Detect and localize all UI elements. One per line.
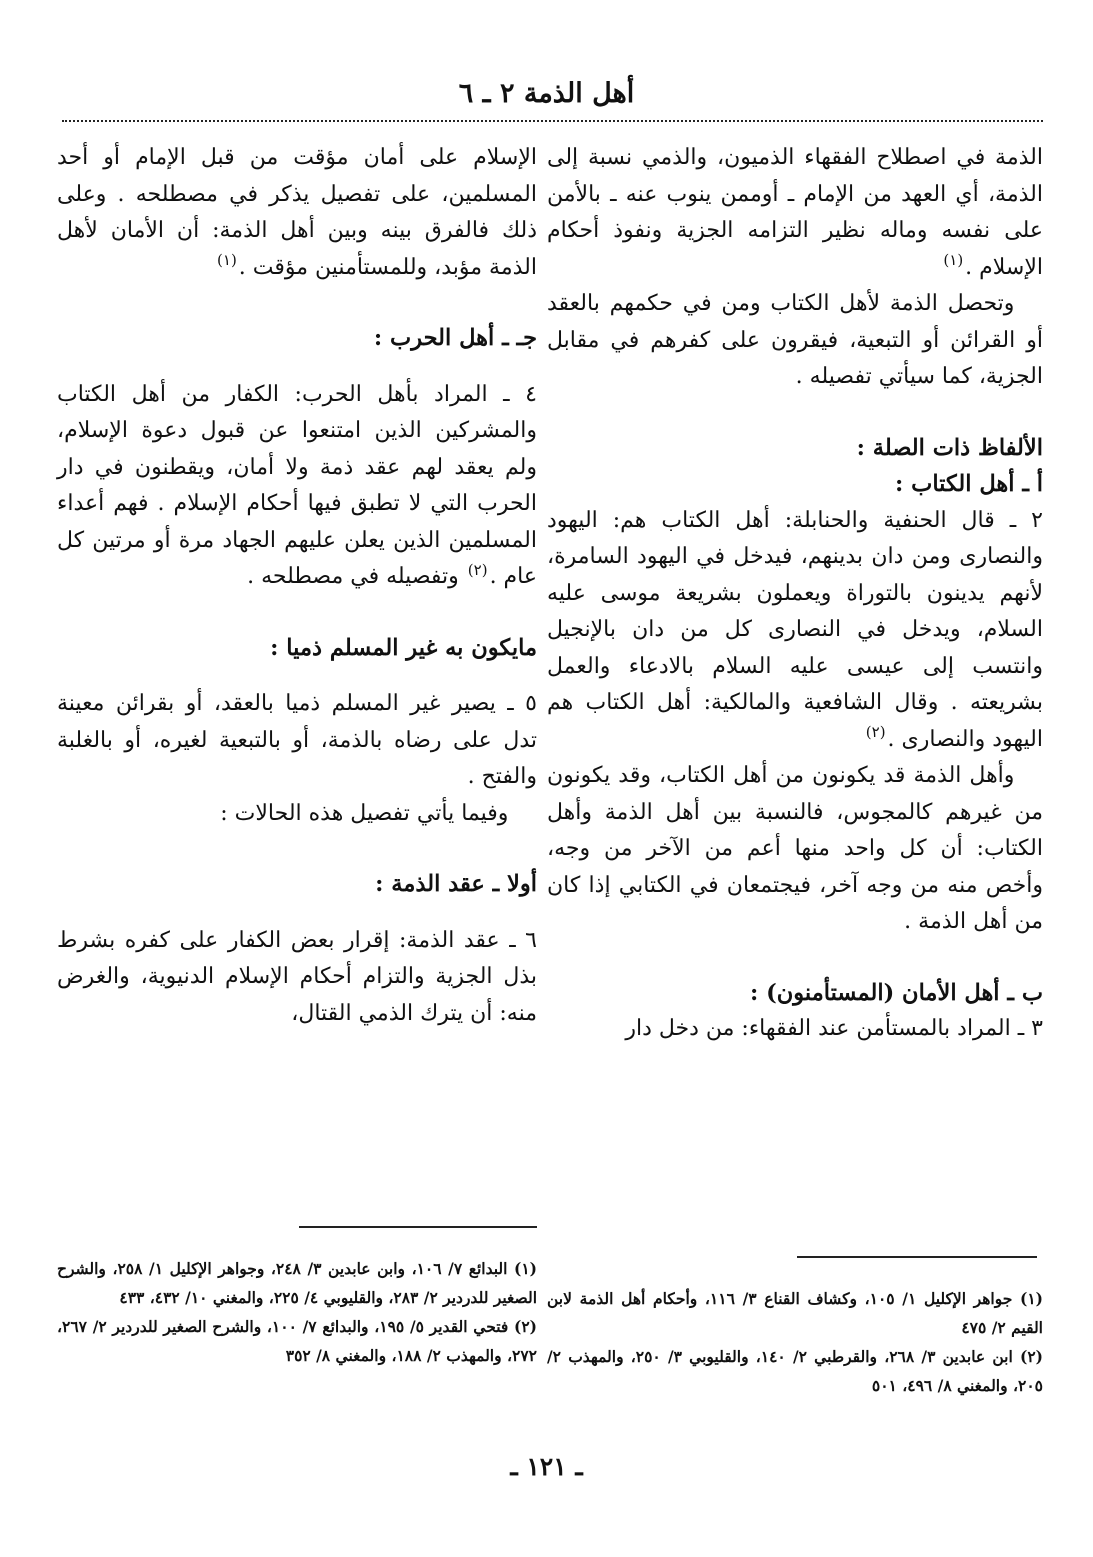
footnote-ref: (٢)	[865, 723, 886, 742]
paragraph: وأهل الذمة قد يكونون من أهل الكتاب، وقد يكونون من غيرهم كالمجوس، فالنسبة بين أهل الذمة وأهل الكتاب: أن كل واحد منها أعم من الآخر من وجه، وأخص منه من وجه آخر، فيجتمعان في الكتابي إذا كان من أهل الذمة .	[547, 763, 1043, 934]
subsection-heading: أ ـ أهل الكتاب :	[895, 471, 1043, 497]
footnote: (٢) فتحي القدير ٥/ ١٩٥، والبدائع ٧/ ١٠٠، والشرح الصغير للدردير ٢/ ٢٦٧، ٢٧٢، والمهذب ٢/ ١٨٨، والمغني ٨/ ٣٥٢	[57, 1317, 538, 1365]
paragraph-text: ٢ ـ قال الحنفية والحنابلة: أهل الكتاب هم: اليهود والنصارى ومن دان بدينهم، فيدخل في اليهود السامرة، لأنهم يدينون بالتوراة ويعملون بشريعة موسى عليه السلام، ويدخل في النصارى كل من دان بالإنجيل وانتسب إلى عيسى عليه السلام بالادعاء والعمل بشريعته . وقال الشافعية والمالكية: أهل الكتاب هم اليهود والنصارى .	[547, 507, 1043, 752]
footnote-ref: (١)	[217, 251, 237, 270]
header-dotted-rule	[62, 120, 1043, 122]
paragraph: وتحصل الذمة لأهل الكتاب ومن في حكمهم بالعقد أو القرائن أو التبعية، فيقرون على كفرهم في مقابل الجزية، كما سيأتي تفصيله .	[547, 291, 1043, 389]
footnote: (٢) ابن عابدين ٣/ ٢٦٨، والقرطبي ٢/ ١٤٠، والقليوبي ٣/ ٢٥٠، والمهذب ٢/ ٢٠٥، والمغني ٨/ ٤٩٦، ٥٠١	[547, 1347, 1043, 1395]
footnote-ref: (١)	[943, 251, 964, 270]
footnote-ref: (٢)	[467, 560, 488, 579]
paragraph: ٣ ـ المراد بالمستأمن عند الفقهاء: من دخل دار	[625, 1016, 1043, 1041]
footnote-rule	[797, 1256, 1037, 1258]
paragraph: ٥ ـ يصير غير المسلم ذميا بالعقد، أو بقرائن معينة تدل على رضاه بالذمة، أو بالتبعية لغيره، أو بالغلبة والفتح .	[57, 691, 537, 789]
paragraph	[57, 140, 537, 286]
left-column	[57, 140, 537, 1032]
section-heading: أولا ـ عقد الذمة :	[375, 871, 537, 897]
footnote: (١) البدائع ٧/ ١٠٦، وابن عابدين ٣/ ٢٤٨، وجواهر الإكليل ١/ ٢٥٨، والشرح الصغير للدردير ٢/ ٢٨٣، والقليوبي ٤/ ٢٢٥، والمغني ١٠/ ٤٣٢، ٤٣٣	[57, 1259, 537, 1307]
paragraph: وفيما يأتي تفصيل هذه الحالات :	[220, 800, 509, 826]
page-number: ـ ١٢١ ـ	[510, 1452, 583, 1481]
footnote-rule	[299, 1226, 537, 1228]
paragraph: ٦ ـ عقد الذمة: إقرار بعض الكفار على كفره بشرط بذل الجزية والتزام أحكام الإسلام الدنيوية، والغرض منه: أن يترك الذمي القتال،	[57, 927, 537, 1026]
subsection-heading: ب ـ أهل الأمان (المستأمنون) :	[749, 979, 1043, 1006]
right-column	[547, 140, 1043, 1048]
footnotes-left	[57, 1226, 537, 1370]
paragraph-text: ٤ ـ المراد بأهل الحرب: الكفار من أهل الكتاب والمشركين الذين امتنعوا عن قبول دعوة الإسلام، ولم يعقد لهم عقد ذمة ولا أمان، ويقطنون في دار الحرب التي لا تطبق فيها أحكام الإسلام . فهم أعداء المسلمين الذين يعلن عليهم الجهاد مرة أو مرتين كل عام .	[57, 381, 537, 589]
paragraph	[547, 140, 1043, 286]
footnote: (١) جواهر الإكليل ١/ ١٠٥، وكشاف القناع ٣/ ١١٦، وأحكام أهل الذمة لابن القيم ٢/ ٤٧٥	[547, 1289, 1044, 1337]
running-header: أهل الذمة ٢ ـ ٦	[458, 78, 635, 109]
section-heading: مايكون به غير المسلم ذميا :	[270, 634, 537, 661]
paragraph-text: الذمة في اصطلاح الفقهاء الذميون، والذمي نسبة إلى الذمة، أي العهد من الإمام ـ أوممن ينوب عنه ـ بالأمن على نفسه وماله نظير التزامه الجزية ونفوذ أحكام الإسلام .	[547, 145, 1043, 280]
paragraph-text: وتفصيله في مصطلحه .	[247, 564, 459, 589]
subsection-heading: جـ ـ أهل الحرب :	[373, 325, 537, 351]
paragraph-text: الإسلام على أمان مؤقت من قبل الإمام أو أحد المسلمين، على تفصيل يذكر في مصطلحه . وعلى ذلك فالفرق بينه وبين أهل الذمة: أن الأمان لأهل الذمة مؤبد، وللمستأمنين مؤقت .	[57, 145, 537, 280]
section-heading: الألفاظ ذات الصلة :	[856, 434, 1043, 461]
footnotes-right	[547, 1256, 1043, 1400]
paragraph	[547, 503, 1043, 759]
paragraph	[57, 377, 537, 596]
